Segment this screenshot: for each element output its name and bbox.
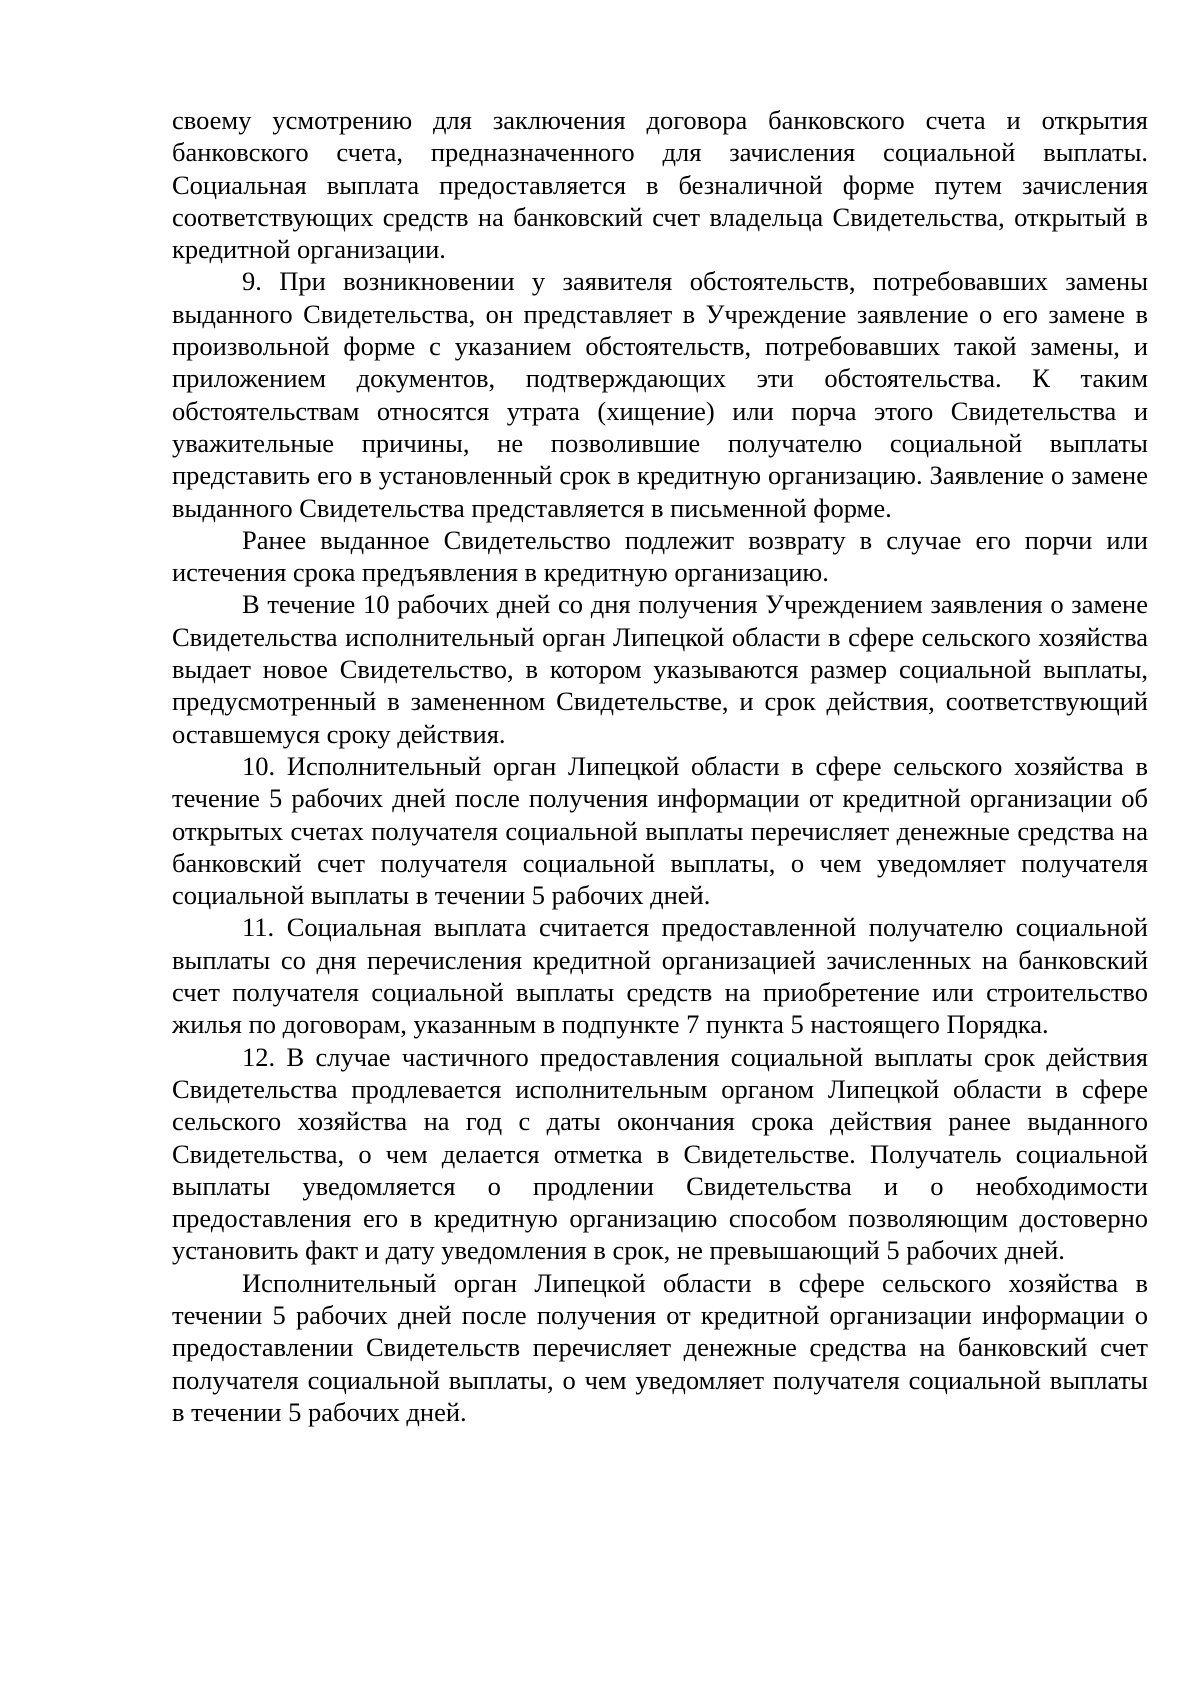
paragraph-item-12: 12. В случае частичного предоставления социальной выплаты срок действия Свидетельства продлевается исполнительным органом Липецкой области в сфере сельского хозяйства на год с даты окончания срока действия ранее выданного Свидетельства, о чем делается отметка в Свидетельстве. Получатель социальной выплаты уведомляется о продлении Свидетельства и о необходимости предоставления его в кредитную организацию способом позволяющим достоверно установить факт и дату уведомления в срок, не превышающий 5 рабочих дней.: [172, 1041, 1148, 1266]
paragraph-return-certificate: Ранее выданное Свидетельство подлежит возврату в случае его порчи или истечения срока предъявления в кредитную организацию.: [172, 524, 1148, 588]
paragraph-continuation: своему усмотрению для заключения договора банковского счета и открытия банковского счета, предназначенного для зачисления социальной выплаты. Социальная выплата предоставляется в безналичной форме путем зачисления соответствующих средств на банковский счет владельца Свидетельства, открытый в кредитной организации.: [172, 105, 1148, 265]
paragraph-replacement-term: В течение 10 рабочих дней со дня получения Учреждением заявления о замене Свидетельства исполнительный орган Липецкой области в сфере сельского хозяйства выдает новое Свидетельство, в котором указываются размер социальной выплаты, предусмотренный в замененном Свидетельстве, и срок действия, соответствующий оставшемуся сроку действия.: [172, 589, 1148, 749]
paragraph-item-11: 11. Социальная выплата считается предоставленной получателю социальной выплаты со дня перечисления кредитной организацией зачисленных на банковский счет получателя социальной выплаты средств на приобретение или строительство жилья по договорам, указанным в подпункте 7 пункта 5 настоящего Порядка.: [172, 912, 1148, 1040]
document-page: [172, 104, 1148, 1428]
paragraph-item-10: 10. Исполнительный орган Липецкой области в сфере сельского хозяйства в течение 5 рабочих дней после получения информации от кредитной организации об открытых счетах получателя социальной выплаты перечисляет денежные средства на банковский счет получателя социальной выплаты, о чем уведомляет получателя социальной выплаты в течении 5 рабочих дней.: [172, 750, 1148, 911]
paragraph-final-transfer: Исполнительный орган Липецкой области в сфере сельского хозяйства в течении 5 рабочих дней после получения от кредитной организации информации о предоставлении Свидетельств перечисляет денежные средства на банковский счет получателя социальной выплаты, о чем уведомляет получателя социальной выплаты в течении 5 рабочих дней.: [172, 1267, 1148, 1427]
paragraph-item-9: 9. При возникновении у заявителя обстоятельств, потребовавших замены выданного Свидетельства, он представляет в Учреждение заявление о его замене в произвольной форме с указанием обстоятельств, потребовавших такой замены, и приложением документов, подтверждающих эти обстоятельства. К таким обстоятельствам относятся утрата (хищение) или порча этого Свидетельства и уважительные причины, не позволившие получателю социальной выплаты представить его в установленный срок в кредитную организацию. Заявление о замене выданного Свидетельства представляется в письменной форме.: [172, 266, 1148, 523]
